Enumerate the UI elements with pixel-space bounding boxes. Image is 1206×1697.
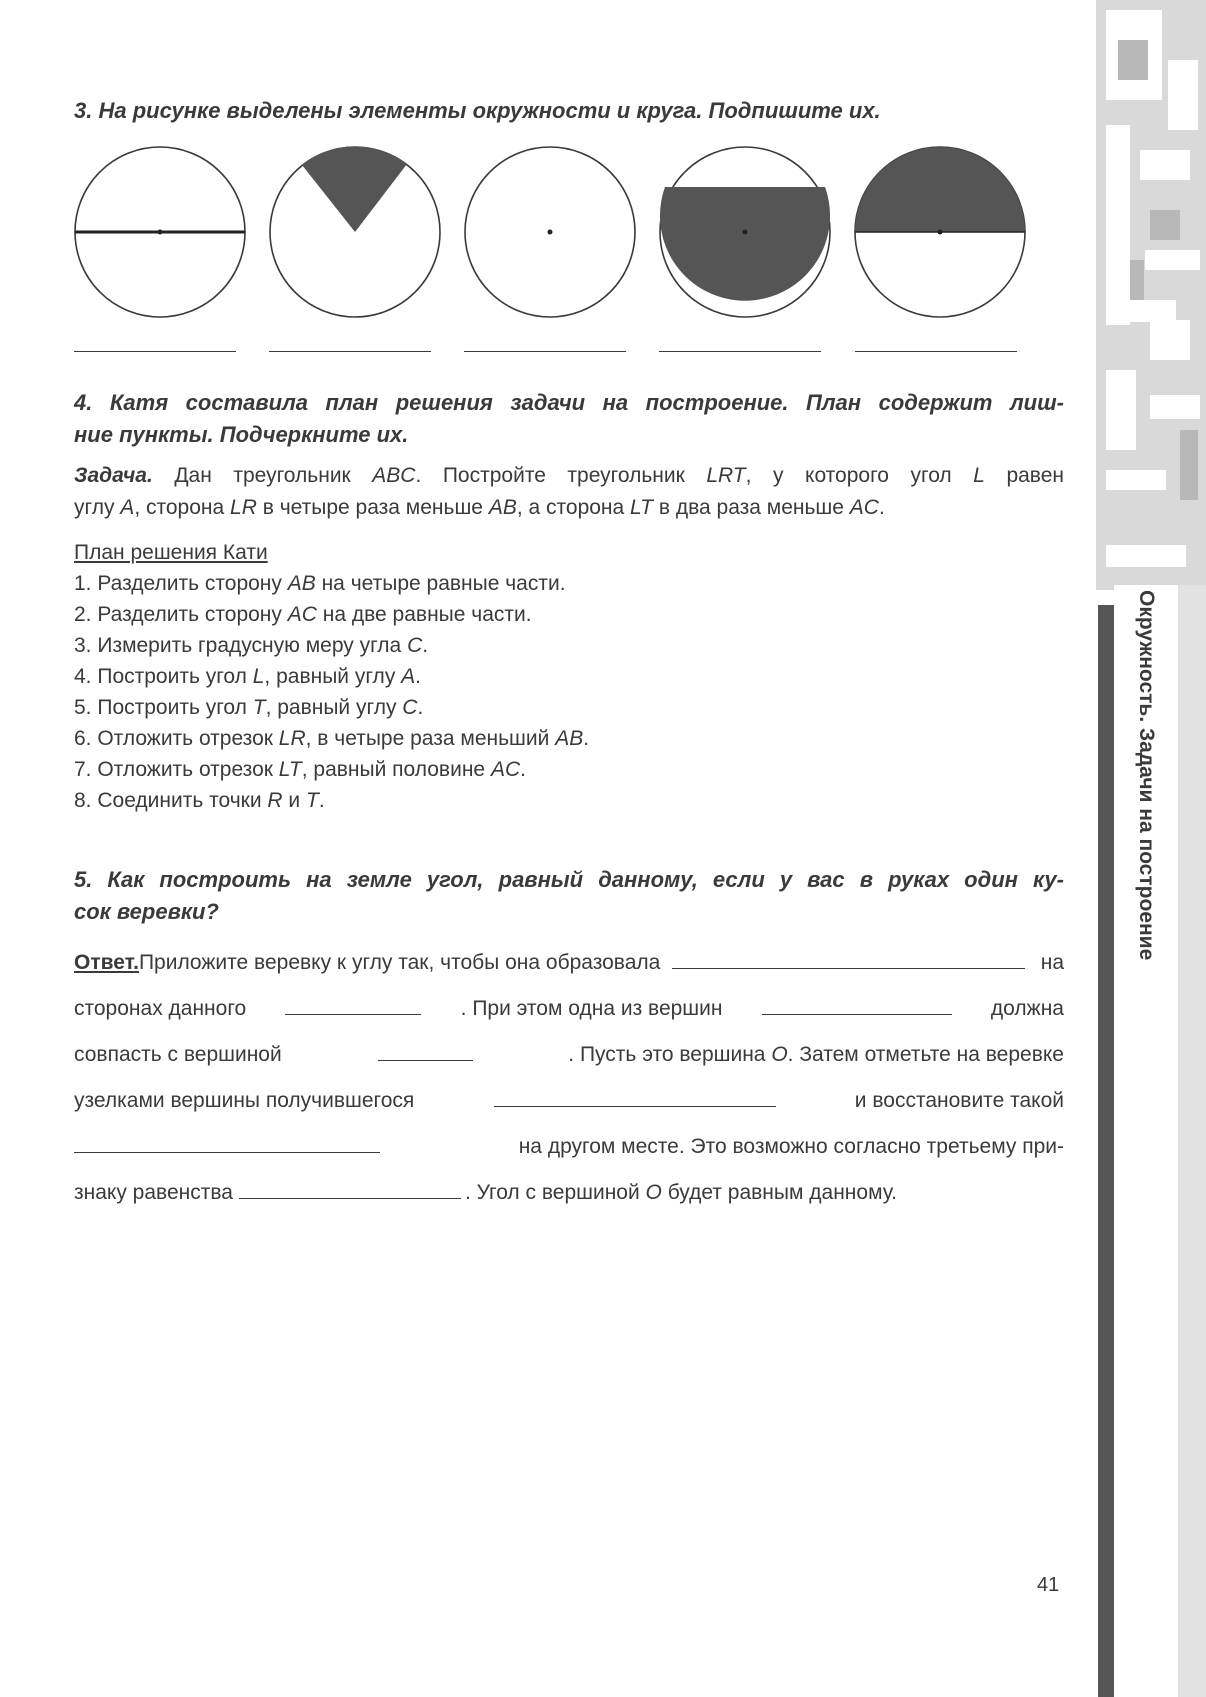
label-blank-3[interactable] bbox=[464, 351, 626, 352]
plan-step-6[interactable]: 6. Отложить отрезок LR, в четыре раза меньший AB. bbox=[74, 727, 590, 750]
answer-text: знаку равенства bbox=[74, 1181, 233, 1204]
sidebar-chapter-title bbox=[1131, 590, 1161, 1030]
problem-text: . Постройте треугольник bbox=[415, 464, 707, 487]
answer-label: Ответ. bbox=[74, 951, 139, 974]
answer-line-2 bbox=[74, 994, 1064, 1023]
plan-step-3[interactable]: 3. Измерить градусную меру угла C. bbox=[74, 634, 429, 657]
page-number: 41 bbox=[1037, 1574, 1060, 1596]
sidebar-chapter-text: Окружность. Задачи на построение bbox=[1135, 590, 1158, 961]
plan-step-7[interactable]: 7. Отложить отрезок LT, равный половине AC. bbox=[74, 758, 526, 781]
circle-center-figure bbox=[465, 147, 635, 317]
answer-line-1 bbox=[74, 948, 1064, 977]
problem-text: Дан треугольник bbox=[152, 464, 373, 487]
circle-sector-figure bbox=[270, 146, 440, 317]
answer-blank-3[interactable] bbox=[762, 994, 952, 1015]
problem-text: LT bbox=[630, 496, 653, 519]
task5-title-line1: 5. Как построить на земле угол, равный данному, если у вас в руках один ку- bbox=[74, 867, 1064, 892]
problem-text: A bbox=[120, 496, 135, 519]
answer-blank-2[interactable] bbox=[285, 994, 421, 1015]
sidebar-bar bbox=[1098, 605, 1114, 1697]
plan-step-8[interactable]: 8. Соединить точки R и T. bbox=[74, 789, 325, 812]
circle-semicircle-figure bbox=[855, 147, 1025, 317]
problem-text: , сторона bbox=[134, 496, 231, 519]
task4-title bbox=[74, 387, 1064, 451]
task4-problem-line2 bbox=[74, 494, 885, 522]
label-blank-4[interactable] bbox=[659, 351, 821, 352]
problem-text: ABC bbox=[372, 464, 416, 487]
plan-step-2[interactable]: 2. Разделить сторону AC на две равные части. bbox=[74, 603, 532, 626]
circle-figures bbox=[0, 0, 1206, 340]
label-blank-2[interactable] bbox=[269, 351, 431, 352]
answer-blank-6[interactable] bbox=[74, 1132, 380, 1153]
task5-title-line2: сок веревки? bbox=[74, 899, 219, 924]
problem-label: Задача. bbox=[74, 464, 153, 487]
answer-text: и восстановите такой bbox=[854, 1089, 1064, 1112]
task4-title-line2: ние пункты. Подчеркните их. bbox=[74, 422, 409, 447]
task3-title: 3. На рисунке выделены элементы окружности и круга. Подпишите их. bbox=[74, 98, 881, 123]
task4-title-line1: 4. Катя составила план решения задачи на построение. План содержит лиш- bbox=[74, 390, 1064, 415]
plan-step-5[interactable]: 5. Построить угол T, равный углу C. bbox=[74, 696, 424, 719]
label-blank-5[interactable] bbox=[855, 351, 1017, 352]
answer-line-6 bbox=[74, 1178, 897, 1207]
answer-text: на другом месте. Это возможно согласно третьему при- bbox=[518, 1135, 1064, 1158]
answer-text: Приложите веревку к углу так, чтобы она образовала bbox=[138, 951, 661, 974]
answer-text: на bbox=[1040, 951, 1064, 974]
circle-major-segment-figure bbox=[660, 147, 830, 317]
plan-heading: План решения Кати bbox=[74, 541, 268, 564]
answer-text: совпасть с вершиной bbox=[74, 1043, 282, 1066]
problem-text: углу bbox=[74, 496, 121, 519]
plan-steps-list bbox=[74, 570, 589, 818]
problem-text: , а сторона bbox=[516, 496, 631, 519]
answer-blank-5[interactable] bbox=[494, 1086, 776, 1107]
plan-step-4[interactable]: 4. Построить угол L, равный углу A. bbox=[74, 665, 422, 688]
answer-blank-1[interactable] bbox=[672, 948, 1024, 969]
task5-title bbox=[74, 864, 1064, 928]
answer-text: сторонах данного bbox=[74, 997, 247, 1020]
label-blank-1[interactable] bbox=[74, 351, 236, 352]
problem-text: равен bbox=[984, 464, 1064, 487]
problem-text: LR bbox=[230, 496, 257, 519]
answer-blank-7[interactable] bbox=[239, 1178, 461, 1199]
task4-problem-line1 bbox=[74, 462, 1064, 490]
answer-text: . Пусть это вершина O. Затем отметьте на веревке bbox=[568, 1043, 1064, 1066]
answer-text: узелками вершины получившегося bbox=[74, 1089, 415, 1112]
problem-text: в два раза меньше bbox=[653, 496, 850, 519]
problem-text: в четыре раза меньше bbox=[256, 496, 489, 519]
answer-text: должна bbox=[990, 997, 1064, 1020]
problem-text: L bbox=[973, 464, 985, 487]
problem-text: AB bbox=[488, 496, 517, 519]
answer-text: . Угол с вершиной O будет равным данному. bbox=[464, 1181, 897, 1204]
plan-step-1[interactable]: 1. Разделить сторону AB на четыре равные части. bbox=[74, 572, 566, 595]
answer-blank-4[interactable] bbox=[378, 1040, 473, 1061]
answer-line-5 bbox=[74, 1132, 1064, 1161]
circle-diameter-figure bbox=[75, 147, 245, 317]
answer-line-3 bbox=[74, 1040, 1064, 1069]
problem-text: , у которого угол bbox=[745, 464, 974, 487]
problem-text: . bbox=[878, 496, 885, 519]
answer-line-4 bbox=[74, 1086, 1064, 1115]
problem-text: LRT bbox=[706, 464, 746, 487]
answer-text: . При этом одна из вершин bbox=[460, 997, 723, 1020]
problem-text: AC bbox=[849, 496, 879, 519]
